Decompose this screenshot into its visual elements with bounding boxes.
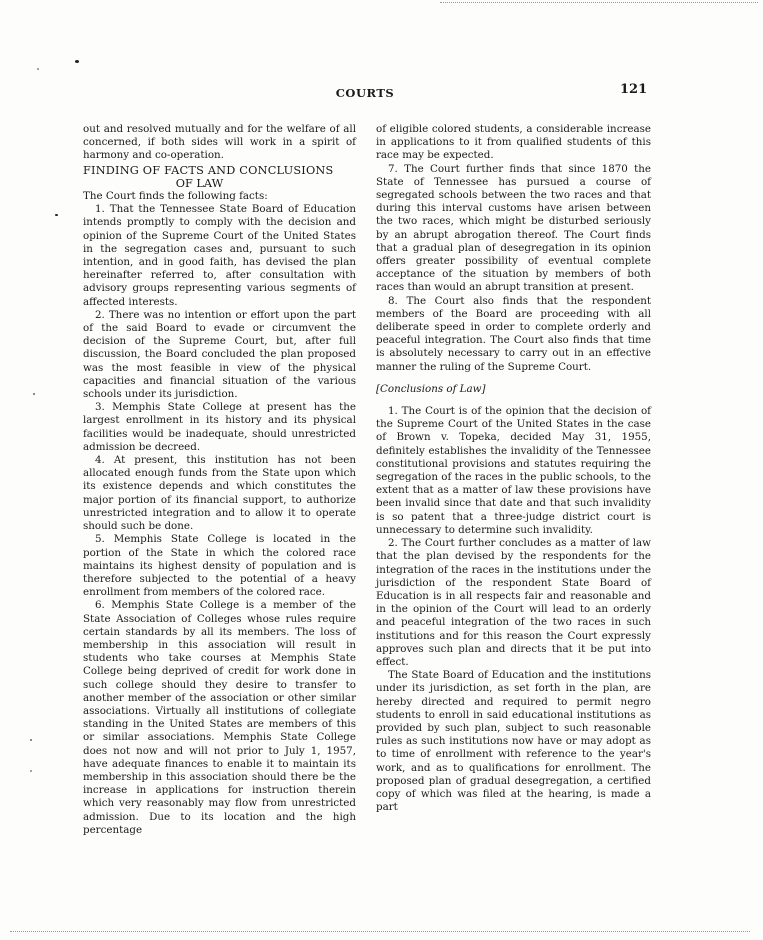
finding-3: 3. Memphis State College at present has the largest enrollment in its history and its physical facilities would be inadequate, should unrestricted admission be decreed. — [83, 401, 356, 453]
conclusion-2: 2. The Court further concludes as a matter of law that the plan devised by the respondents for the integration of the races in the institutions under the jurisdiction of the respondent State Board of Education is in all respects fair and reasonable and in the opinion of the Court will lead to an orderly and peaceful integration of the two races in such institutions and for this reason the Court expressly approves such plan and directs that it be put into effect. — [376, 537, 651, 668]
running-title: COURTS — [335, 86, 395, 100]
paragraph-finds: The Court finds the following facts: — [83, 190, 268, 203]
scan-border-bottom — [10, 931, 750, 932]
finding-1: 1. That the Tennessee State Board of Education intends promptly to comply with the decision and opinion of the Supreme Court of the United States in the segregation cases and, pursuant to such intention, and in good faith, has devised the plan hereinafter referred to, after consultation with advisory groups representing various segments of affected interests. — [83, 203, 356, 308]
conclusion-1: 1. The Court is of the opinion that the decision of the Supreme Court of the United States in the case of Brown v. Topeka, decided May 31, 1955, definitely establishes the invalidity of the Tennessee constitutional provisions and statutes requiring the segregation of the races in the public schools, to the extent that as a matter of law these provisions have been invalid since that date and that such invalidity is so patent that a three-judge district court is unnecessary to determine such invalidity. — [376, 405, 651, 536]
page-number: 121 — [620, 82, 648, 97]
finding-8: 8. The Court also finds that the respondent members of the Board are proceeding with all deliberate speed in order to complete orderly and peaceful integration. The Court also finds that time is absolutely necessary to carry out in an effective manner the ruling of the Supreme Court. — [376, 294, 651, 373]
scan-mark — [30, 739, 32, 741]
order-paragraph: The State Board of Education and the institutions under its jurisdiction, as set forth in the plan, are hereby directed and required to permit negro students to enroll in said educational institutions as provided by such plan, subject to such reasonable rules as such institutions now have or may adopt as to time of enrollment with reference to the year's work, and as to qualifications for enrollment. The proposed plan of gradual desegregation, a certified copy of which was filed at the hearing, is made a part — [376, 669, 651, 814]
finding-6: 6. Memphis State College is a member of the State Association of Colleges whose rules require certain standards by all its members. The loss of membership in this association will result in students who take courses at Memphis State College being deprived of credit for work done in such college should they desire to transfer to another member of the association or other similar associations. Virtually all institutions of collegiate standing in the United States are members of this or similar associations. Memphis State College does not now and will not prior to July 1, 1957, have adequate finances to enable it to maintain its membership in this association should there be the increase in applications for instruction therein which very reasonably may flow from unrestricted admission. Due to its location and the high percentage — [83, 599, 356, 836]
conclusions-heading: [Conclusions of Law] — [376, 382, 486, 395]
finding-5: 5. Memphis State College is located in the portion of the State in which the colored race maintains its highest density of population and is therefore subjected to the potential of a heavy enrollment from members of the colored race. — [83, 533, 356, 599]
section-heading: FINDING OF FACTS AND CONCLUSIONS — [83, 163, 334, 177]
section-heading-continued: OF LAW — [175, 176, 224, 190]
finding-2: 2. There was no intention or effort upon the part of the said Board to evade or circumvent the decision of the Supreme Court, but, after full discussion, the Board concluded the plan proposed was the most feasible in view of the physical capacities and financial situation of the various schools under its jurisdiction. — [83, 308, 356, 401]
scan-mark — [33, 393, 35, 395]
scan-mark — [37, 68, 39, 70]
finding-4: 4. At present, this institution has not been allocated enough funds from the State upon which its existence depends and which constitutes the major portion of its financial support, to authorize unrestricted integration and to allow it to operate should such be done. — [83, 454, 356, 533]
scan-mark — [55, 214, 58, 216]
paragraph-continuation: of eligible colored students, a considerable increase in applications to it from qualified students of this race may be expected. — [376, 123, 651, 162]
scan-mark — [75, 60, 79, 63]
finding-7: 7. The Court further finds that since 1870 the State of Tennessee has pursued a course of segregated schools between the two races and that during this interval customs have arisen between the two races, which might be disturbed seriously by an abrupt abrogation thereof. The Court finds that a gradual plan of desegregation in its opinion offers greater possibility of eventual complete acceptance of the situation by members of both races than would an abrupt transition at present. — [376, 162, 651, 294]
paragraph-intro: out and resolved mutually and for the welfare of all concerned, if both sides will work in a spirit of harmony and co-operation. — [83, 123, 356, 162]
scan-border-top — [440, 2, 758, 3]
right-column — [376, 123, 651, 814]
scan-mark — [30, 770, 32, 772]
left-column — [83, 123, 356, 837]
